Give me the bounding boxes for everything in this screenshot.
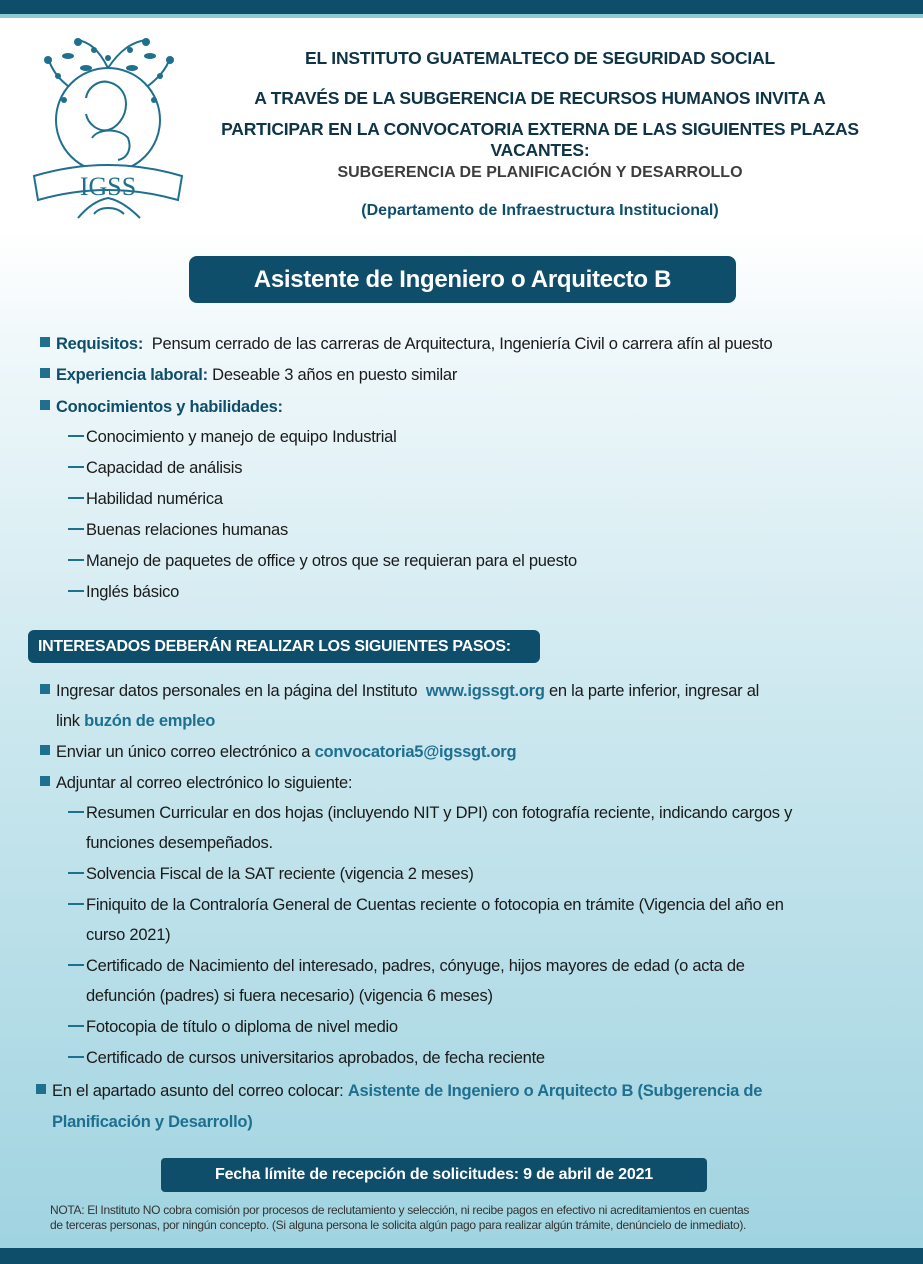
dash-icon [68, 559, 84, 561]
dash-icon [68, 872, 84, 874]
bullet-square-icon [40, 400, 50, 410]
skill-text: Capacidad de análisis [86, 459, 243, 477]
dash-icon [68, 466, 84, 468]
step-4 [36, 1082, 762, 1101]
skill-text: Conocimiento y manejo de equipo Industrial [86, 428, 397, 446]
subgerencia-heading: SUBGERENCIA DE PLANIFICACIÓN Y DESARROLLO [337, 164, 743, 181]
attachment-text: Certificado de cursos universitarios aprobados, de fecha reciente [86, 1049, 545, 1067]
email-link[interactable]: convocatoria5@igssgt.org [314, 743, 517, 761]
attachment-item-continued [86, 987, 493, 1006]
dash-icon [68, 964, 84, 966]
header-line-2: A TRAVÉS DE LA SUBGERENCIA DE RECURSOS HUMANOS INVITA A [254, 88, 826, 108]
igss-website-link[interactable]: www.igssgt.org [425, 682, 545, 700]
experiencia-text: Deseable 3 años en puesto similar [212, 366, 458, 384]
skill-item [68, 552, 577, 571]
step-1-text: Ingresar datos personales en la página del Instituto [56, 682, 418, 700]
step-4-subject-2: Planificación y Desarrollo) [52, 1113, 253, 1131]
step-4-continued [52, 1113, 252, 1132]
deadline-banner: Fecha límite de recepción de solicitudes: 9 de abril de 2021 [161, 1158, 707, 1192]
conocimientos-item [40, 398, 283, 417]
position-title: Asistente de Ingeniero o Arquitecto B [189, 256, 736, 303]
requisitos-text: Pensum cerrado de las carreras de Arquitectura, Ingeniería Civil o carrera afín al puesto [151, 335, 773, 353]
step-4-subject: Asistente de Ingeniero o Arquitecto B (Subgerencia de [347, 1082, 763, 1100]
skill-item [68, 459, 242, 478]
skill-item [68, 490, 223, 509]
attachment-text: Finiquito de la Contraloría General de Cuentas reciente o fotocopia en trámite (Vigencia del año en [86, 896, 784, 914]
bullet-square-icon [40, 368, 50, 378]
dash-icon [68, 811, 84, 813]
step-1-text-2: en la parte inferior, ingresar al [549, 682, 760, 700]
step-1-continued [56, 712, 215, 731]
bullet-square-icon [40, 684, 50, 694]
attachment-item [68, 1049, 545, 1068]
attachment-item [68, 865, 474, 884]
top-band [0, 0, 923, 14]
dash-icon [68, 903, 84, 905]
attachment-text: Certificado de Nacimiento del interesado, padres, cónyuge, hijos mayores de edad (o acta de [86, 957, 745, 975]
dash-icon [68, 1056, 84, 1058]
attachment-text: Solvencia Fiscal de la SAT reciente (vigencia 2 meses) [86, 865, 474, 883]
header-line-1: EL INSTITUTO GUATEMALTECO DE SEGURIDAD SOCIAL [305, 48, 775, 68]
dash-icon [68, 590, 84, 592]
requisitos-label: Requisitos: [56, 335, 144, 353]
requisitos-item [40, 335, 772, 354]
step-3 [40, 774, 352, 793]
step-4-text: En el apartado asunto del correo colocar: [52, 1082, 344, 1100]
steps-heading: INTERESADOS DEBERÁN REALIZAR LOS SIGUIENTES PASOS: [28, 630, 540, 663]
skill-item [68, 583, 179, 602]
attachment-item [68, 1018, 398, 1037]
skill-text: Manejo de paquetes de office y otros que se requieran para el puesto [86, 552, 577, 570]
attachment-item [68, 804, 792, 823]
attachment-item-continued [86, 834, 273, 853]
conocimientos-label: Conocimientos y habilidades: [56, 398, 283, 416]
bullet-square-icon [40, 745, 50, 755]
attachment-text: curso 2021) [86, 926, 171, 944]
attachment-text: funciones desempeñados. [86, 834, 273, 852]
logo-text: IGSS [79, 172, 137, 201]
step-1-text-3: link [56, 712, 80, 730]
attachment-text: Resumen Curricular en dos hojas (incluyendo NIT y DPI) con fotografía reciente, indicando cargos y [86, 804, 793, 822]
step-2 [40, 743, 516, 762]
igss-logo-icon [28, 28, 188, 223]
header-line-3: PARTICIPAR EN LA CONVOCATORIA EXTERNA DE LAS SIGUIENTES PLAZAS VACANTES: [221, 119, 859, 160]
attachment-text: Fotocopia de título o diploma de nivel medio [86, 1018, 398, 1036]
skill-item [68, 428, 397, 447]
dash-icon [68, 1025, 84, 1027]
bottom-band [0, 1248, 923, 1264]
skill-text: Habilidad numérica [86, 490, 223, 508]
step-3-text: Adjuntar al correo electrónico lo siguiente: [56, 774, 353, 792]
experiencia-label: Experiencia laboral: [56, 366, 208, 384]
attachment-item [68, 896, 784, 915]
attachment-item [68, 957, 745, 976]
attachment-text: defunción (padres) si fuera necesario) (vigencia 6 meses) [86, 987, 493, 1005]
attachment-item-continued [86, 926, 170, 945]
skill-text: Inglés básico [86, 583, 180, 601]
nota-disclaimer [50, 1203, 910, 1233]
skill-text: Buenas relaciones humanas [86, 521, 288, 539]
experiencia-item [40, 366, 457, 385]
bullet-square-icon [40, 776, 50, 786]
skill-item [68, 521, 288, 540]
dash-icon [68, 435, 84, 437]
dash-icon [68, 497, 84, 499]
step-2-text: Enviar un único correo electrónico a [56, 743, 311, 761]
departamento-heading: (Departamento de Infraestructura Institucional) [361, 202, 719, 219]
nota-line-1: NOTA: El Instituto NO cobra comisión por procesos de reclutamiento y selección, ni recibe pagos en efectivo ni acreditamientos en cuentas [50, 1203, 750, 1217]
bullet-square-icon [36, 1084, 46, 1094]
bullet-square-icon [40, 337, 50, 347]
step-1 [40, 682, 759, 701]
top-band-accent [0, 14, 923, 18]
buzon-empleo-link[interactable]: buzón de empleo [84, 712, 216, 730]
dash-icon [68, 528, 84, 530]
nota-line-2: de terceras personas, por ningún concepto. (Si alguna persona le solicita algún pago para realizar algún trámite, denúncielo de inmediato). [50, 1218, 747, 1232]
